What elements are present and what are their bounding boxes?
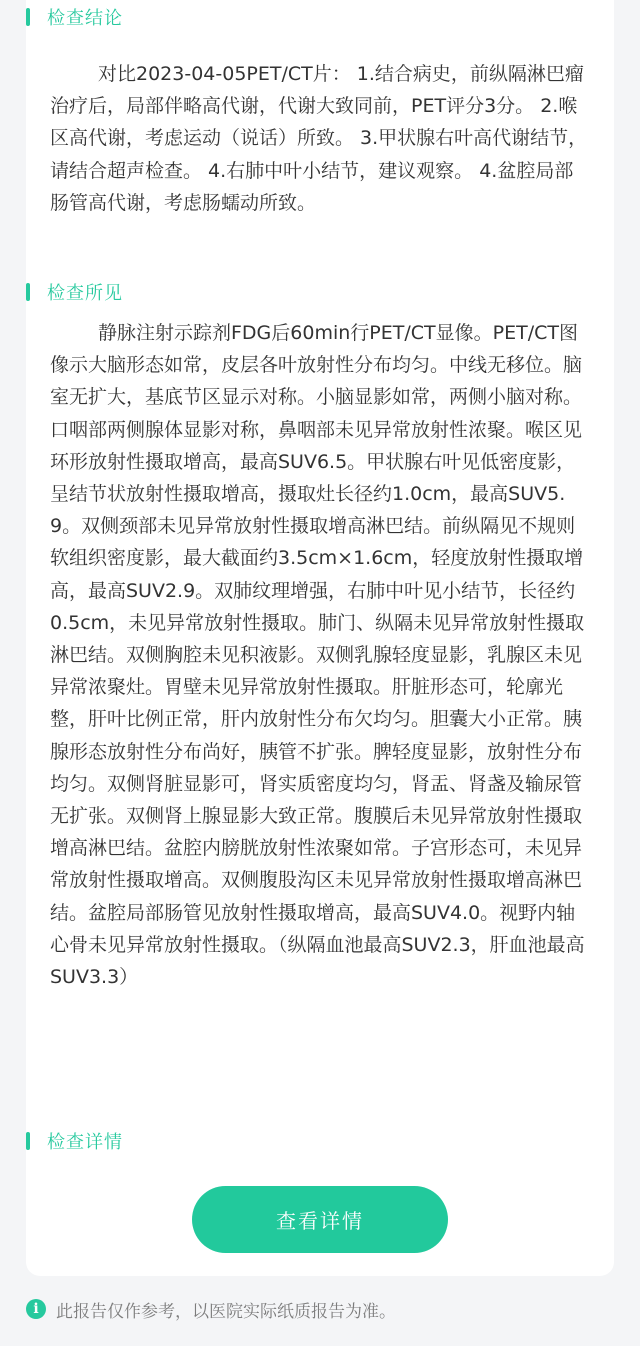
- details-title: 检查详情: [47, 1132, 123, 1153]
- conclusion-text: 对比2023-04-05PET/CT片： 1.结合病史，前纵隔淋巴瘤治疗后，局部伴略高代谢，代谢大致同前，PET评分3分。 2.喉区高代谢，考虑运动（说话）所致。 3.甲状腺右叶高代谢结节，请结合超声检查。 4.右肺中叶小结节，建议观察。 4.盆腔局部肠管高代谢，考虑肠蠕动所致。: [50, 63, 588, 214]
- section-accent-bar: [26, 283, 30, 301]
- view-details-button[interactable]: 查看详情: [192, 1186, 448, 1253]
- disclaimer-text: 此报告仅作参考，以医院实际纸质报告为准。: [56, 1301, 396, 1322]
- info-icon: i: [26, 1299, 46, 1319]
- section-accent-bar: [26, 8, 30, 26]
- findings-title: 检查所见: [47, 283, 123, 304]
- section-accent-bar: [26, 1132, 30, 1150]
- conclusion-section-header: [26, 2, 123, 32]
- conclusion-title: 检查结论: [47, 8, 123, 29]
- findings-section-header: [26, 277, 123, 307]
- disclaimer-notice: [26, 1296, 396, 1322]
- details-section-header: [26, 1126, 123, 1156]
- report-card: [26, 0, 614, 1276]
- findings-text: 静脉注射示踪剂FDG后60min行PET/CT显像。PET/CT图像示大脑形态如常，皮层各叶放射性分布均匀。中线无移位。脑室无扩大，基底节区显示对称。小脑显影如常，两侧小脑对称。口咽部两侧腺体显影对称，鼻咽部未见异常放射性浓聚。喉区见环形放射性摄取增高，最高SUV6.5。甲状腺右叶见低密度影，呈结节状放射性摄取增高，摄取灶长径约1.0cm，最高SUV5.9。双侧颈部未见异常放射性摄取增高淋巴结。前纵隔见不规则软组织密度影，最大截面约3.5cm×1.6cm，轻度放射性摄取增高，最高SUV2.9。双肺纹理增强，右肺中叶见小结节，长径约0.5cm，未见异常放射性摄取。肺门、纵隔未见异常放射性摄取淋巴结。双侧胸腔未见积液影。双侧乳腺轻度显影，乳腺区未见异常浓聚灶。胃壁未见异常放射性摄取。肝脏形态可，轮廓光整，肝叶比例正常，肝内放射性分布欠均匀。胆囊大小正常。胰腺形态放射性分布尚好，胰管不扩张。脾轻度显影，放射性分布均匀。双侧肾脏显影可，肾实质密度均匀，肾盂、肾盏及输尿管无扩张。双侧肾上腺显影大致正常。腹膜后未见异常放射性摄取增高淋巴结。盆腔内膀胱放射性浓聚如常。子宫形态可，未见异常放射性摄取增高。双侧腹股沟区未见异常放射性摄取增高淋巴结。盆腔局部肠管见放射性摄取增高，最高SUV4.0。视野内轴心骨未见异常放射性摄取。（纵隔血池最高SUV2.3，肝血池最高SUV3.3）: [50, 322, 585, 989]
